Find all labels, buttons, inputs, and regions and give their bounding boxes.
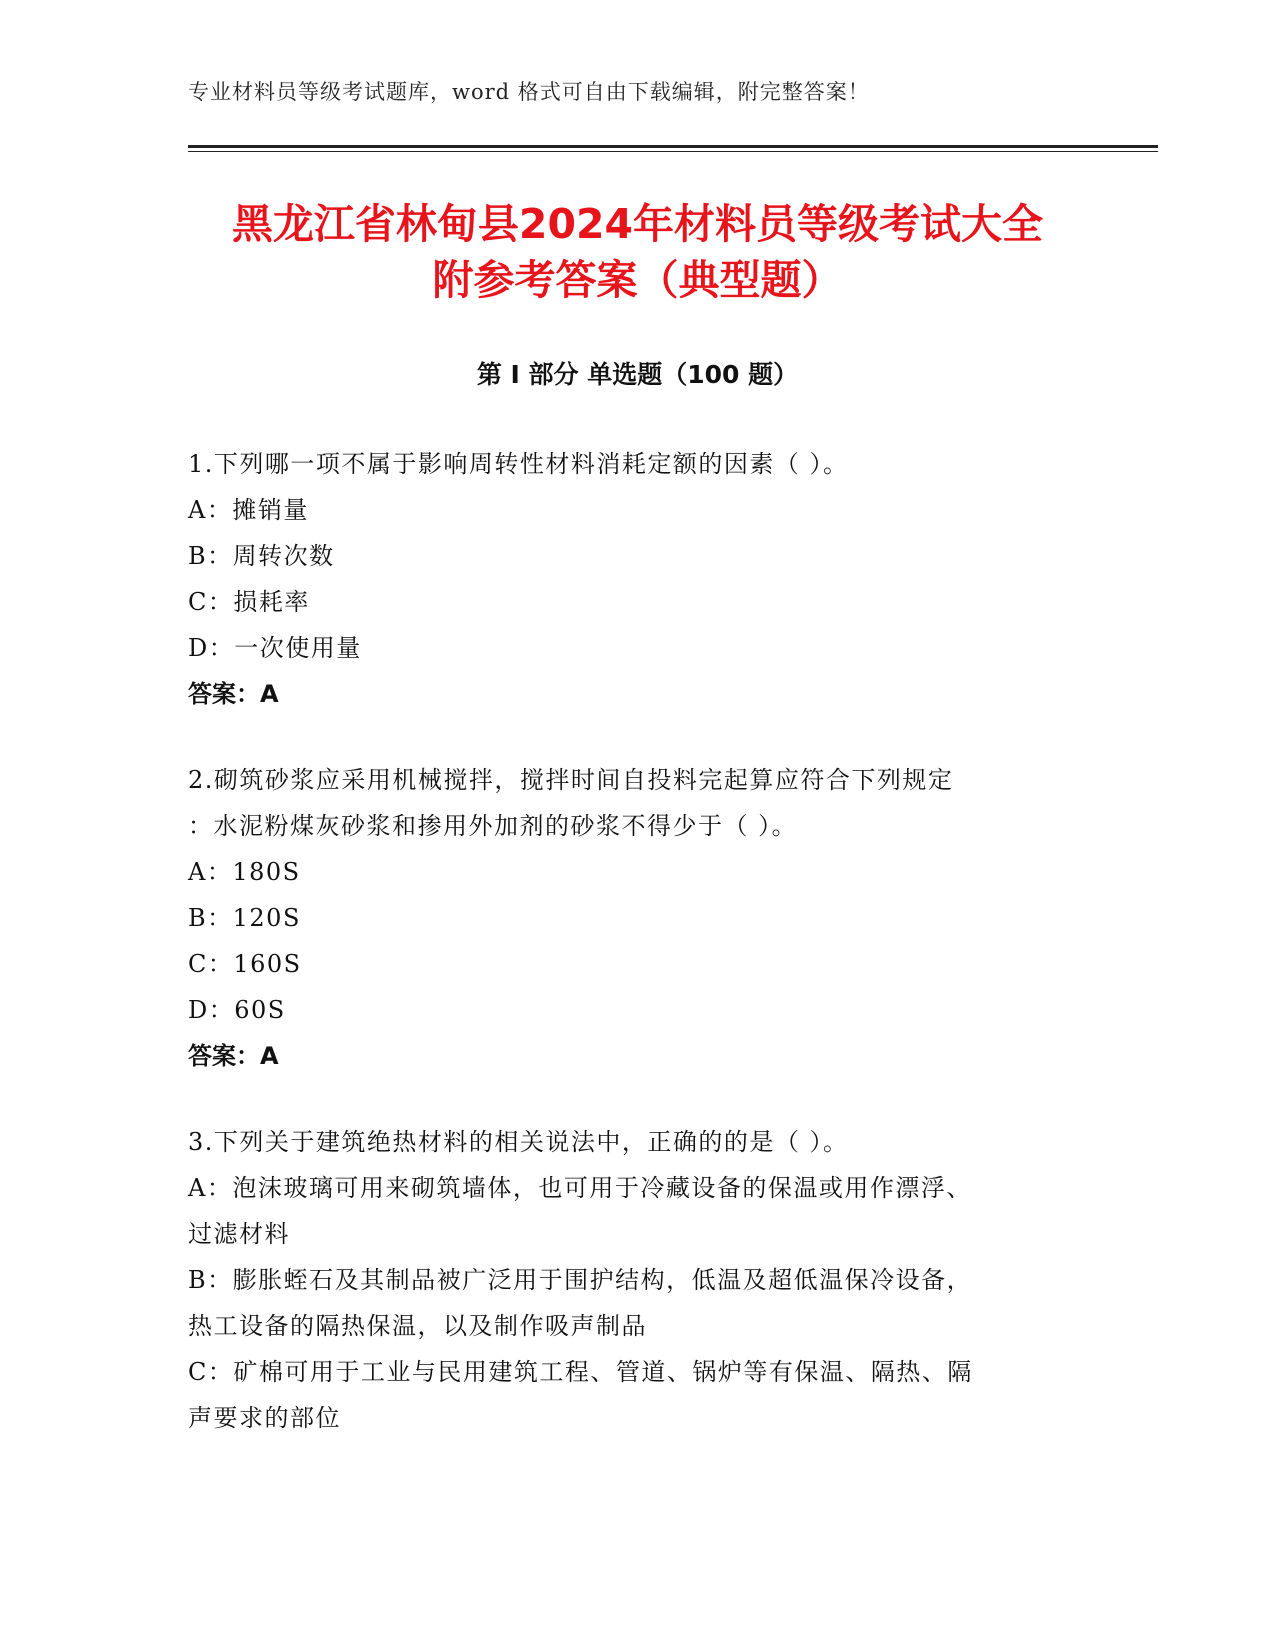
question-spacer — [188, 1079, 1088, 1119]
option-a: A：摊销量 — [188, 496, 309, 524]
header-divider — [188, 145, 1158, 152]
question-stem-continued: ：水泥粉煤灰砂浆和掺用外加剂的砂浆不得少于（ ）。 — [188, 812, 798, 840]
answer: 答案：A — [188, 680, 279, 708]
option-d: D：一次使用量 — [188, 634, 362, 662]
question-stem: 3.下列关于建筑绝热材料的相关说法中，正确的的是（ ）。 — [188, 1128, 849, 1156]
question-2 — [188, 757, 1088, 1079]
option-d: D：60S — [188, 996, 286, 1024]
question-list — [188, 441, 1088, 1441]
option-c: C：损耗率 — [188, 588, 310, 616]
option-b: B：120S — [188, 904, 301, 932]
option-b-continued: 热工设备的隔热保温，以及制作吸声制品 — [188, 1312, 647, 1340]
option-c: C：160S — [188, 950, 302, 978]
title-line-1: 黑龙江省林甸县2024年材料员等级考试大全 — [231, 200, 1044, 248]
question-stem: 1.下列哪一项不属于影响周转性材料消耗定额的因素（ ）。 — [188, 450, 849, 478]
option-c-continued: 声要求的部位 — [188, 1404, 341, 1432]
document-title — [100, 196, 1175, 308]
answer: 答案：A — [188, 1042, 279, 1070]
option-a: A：180S — [188, 858, 301, 886]
header-note: 专业材料员等级考试题库，word 格式可自由下载编辑，附完整答案！ — [188, 80, 870, 104]
question-spacer — [188, 717, 1088, 757]
question-1 — [188, 441, 1088, 717]
option-a-continued: 过滤材料 — [188, 1220, 290, 1248]
option-a: A：泡沫玻璃可用来砌筑墙体，也可用于冷藏设备的保温或用作漂浮、 — [188, 1174, 972, 1202]
section-heading: 第 I 部分 单选题（100 题） — [476, 360, 799, 389]
title-line-2: 附参考答案（典型题） — [432, 256, 843, 304]
option-b: B：周转次数 — [188, 542, 335, 570]
option-b: B：膨胀蛭石及其制品被广泛用于围护结构，低温及超低温保冷设备， — [188, 1266, 973, 1294]
question-3 — [188, 1119, 1088, 1441]
option-c: C：矿棉可用于工业与民用建筑工程、管道、锅炉等有保温、隔热、隔 — [188, 1358, 973, 1386]
question-stem: 2.砌筑砂浆应采用机械搅拌，搅拌时间自投料完起算应符合下列规定 — [188, 766, 954, 794]
